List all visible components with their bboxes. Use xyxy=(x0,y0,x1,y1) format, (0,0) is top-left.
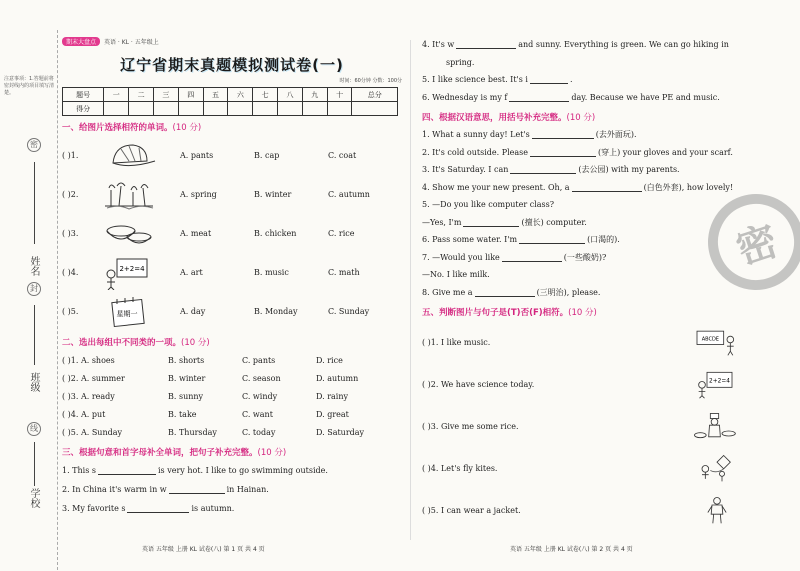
option-b[interactable]: B. winter xyxy=(254,190,292,199)
true-false-sentence[interactable]: ( )2. We have science today. xyxy=(422,379,535,389)
question-picture xyxy=(98,295,160,329)
sentence-start: —Yes, I'm xyxy=(422,217,462,227)
2+2=4-picture xyxy=(692,365,742,403)
true-false-sentence[interactable]: ( )3. Give me some rice. xyxy=(422,421,519,431)
seal-char-1: 密 xyxy=(27,138,41,152)
option-d[interactable]: D. great xyxy=(316,409,349,419)
score-header-row xyxy=(63,88,398,102)
fill-word-row xyxy=(422,89,782,107)
section-2-title: 二、选出每组中不同类的一项。(10 分) xyxy=(62,338,210,348)
question-picture xyxy=(98,217,160,251)
answer-blank[interactable] xyxy=(519,235,585,244)
sentence-start: 1. What a sunny day! Let's xyxy=(422,130,530,140)
sentence-end: is autumn. xyxy=(191,504,235,513)
true-false-picture xyxy=(692,365,742,403)
option-b[interactable]: B. shorts xyxy=(168,355,205,365)
sentence-end: (去外面玩). xyxy=(595,130,637,140)
true-false-picture xyxy=(692,323,742,361)
choice-row xyxy=(62,253,402,292)
sentence-start: 1. This s xyxy=(62,466,96,475)
footer-left: 英语 五年级 上册 KL 试卷(八) 第 1 页 共 4 页 xyxy=(142,546,265,553)
exam-title: 辽宁省期末真题模拟测试卷(一) xyxy=(120,56,344,74)
score-input-cell[interactable] xyxy=(302,102,327,116)
sentence-end: in Hainan. xyxy=(226,485,269,494)
school-label: 学校 xyxy=(28,488,39,508)
score-header-cell: 六 xyxy=(228,88,253,102)
sentence-start: 2. It's cold outside. Please xyxy=(422,147,528,157)
answer-blank[interactable] xyxy=(502,253,562,262)
boy-picture xyxy=(692,491,742,529)
sentence-end: . xyxy=(569,75,573,85)
option-b[interactable]: B. Thursday xyxy=(168,427,217,437)
true-false-sentence[interactable]: ( )1. I like music. xyxy=(422,337,491,347)
score-input-cell[interactable] xyxy=(278,102,303,116)
score-input-cell[interactable] xyxy=(178,102,203,116)
trees-picture xyxy=(98,178,160,212)
true-false-picture xyxy=(692,449,742,487)
fill-word-row xyxy=(422,71,782,89)
translation-row xyxy=(422,144,782,162)
class-label: 班级 xyxy=(28,372,39,392)
option-c[interactable]: C. rice xyxy=(328,229,355,238)
score-input-cell[interactable] xyxy=(153,102,178,116)
option-b[interactable]: B. cap xyxy=(254,151,280,160)
sentence-end: is very hot. I like to go swimming outside. xyxy=(157,466,328,475)
svg-text:2+2=4: 2+2=4 xyxy=(709,378,730,385)
option-c[interactable]: C. want xyxy=(242,409,273,419)
sentence-start: 4. Show me your new present. Oh, a xyxy=(422,182,570,192)
fill-word-row xyxy=(62,499,402,518)
exam-meta: 时间：60分钟 分数：100分 xyxy=(339,78,402,84)
option-b[interactable]: B. Monday xyxy=(254,307,298,316)
answer-blank[interactable] xyxy=(456,40,516,49)
option-c[interactable]: C. pants xyxy=(242,355,276,365)
translation-row xyxy=(422,284,782,302)
option-b[interactable]: B. music xyxy=(254,268,289,277)
ABCDE-picture xyxy=(692,323,742,361)
question-number[interactable]: ( )5. xyxy=(62,307,79,316)
name-label: 姓名 xyxy=(28,256,39,276)
option-d[interactable]: D. rainy xyxy=(316,391,349,401)
score-header-cell: 题号 xyxy=(63,88,104,102)
answer-blank[interactable] xyxy=(463,218,519,227)
true-false-sentence[interactable]: ( )4. Let's fly kites. xyxy=(422,463,498,473)
question-number[interactable]: ( )1. xyxy=(62,151,79,160)
page-divider xyxy=(410,40,411,540)
sentence-end: and sunny. Everything is green. We can go hiking in xyxy=(518,40,729,50)
question-number[interactable]: ( )4. xyxy=(62,268,79,277)
option-b[interactable]: B. sunny xyxy=(168,391,204,401)
option-a[interactable]: ( )4. A. put xyxy=(62,409,106,419)
option-a[interactable]: A. art xyxy=(180,268,203,277)
kite-picture xyxy=(692,449,742,487)
option-a[interactable]: ( )1. A. shoes xyxy=(62,355,115,365)
sentence-start: 4. It's w xyxy=(422,40,455,50)
section-1-title: 一、给图片选择相符的单词。(10 分) xyxy=(62,123,202,133)
option-d[interactable]: D. autumn xyxy=(316,373,359,383)
score-header-cell: 三 xyxy=(153,88,178,102)
section-3-title: 三、根据句意和首字母补全单词，把句子补充完整。(10 分) xyxy=(62,448,287,458)
option-b[interactable]: B. winter xyxy=(168,373,206,383)
sentence-end: day. Because we have PE and music. xyxy=(571,92,720,102)
section-5-items xyxy=(422,321,782,531)
score-header-cell: 总分 xyxy=(352,88,398,102)
section-4-title: 四、根据汉语意思，用括号补充完整。(10 分) xyxy=(422,113,596,123)
subject-info: 英语 · KL · 五年级上 xyxy=(104,38,159,46)
score-header-cell: 一 xyxy=(104,88,129,102)
sentence-start: 6. Pass some water. I'm xyxy=(422,235,518,245)
sentence-start: 3. My favorite s xyxy=(62,504,126,513)
sentence-start: 3. It's Saturday. I can xyxy=(422,165,509,175)
name-line xyxy=(34,162,35,244)
score-header-cell: 九 xyxy=(302,88,327,102)
odd-one-out-row xyxy=(62,423,402,441)
series-badge: 期末大盘点 xyxy=(62,37,100,46)
class-line xyxy=(34,305,35,365)
2+2=4-picture xyxy=(98,256,160,290)
score-input-cell[interactable] xyxy=(203,102,228,116)
translation-row xyxy=(422,126,782,144)
true-false-row xyxy=(422,321,782,363)
sentence-start: —No. I like milk. xyxy=(422,270,490,280)
score-table xyxy=(62,87,398,116)
section-3-right-items xyxy=(422,36,782,106)
seal-char-2: 封 xyxy=(27,282,41,296)
section-3-left-items xyxy=(62,461,402,518)
answer-blank[interactable] xyxy=(572,183,642,192)
sentence-end: (三明治), please. xyxy=(536,287,601,297)
option-c[interactable]: C. season xyxy=(242,373,281,383)
true-false-sentence[interactable]: ( )5. I can wear a jacket. xyxy=(422,505,521,515)
score-input-cell[interactable] xyxy=(104,102,129,116)
true-false-row xyxy=(422,363,782,405)
question-picture xyxy=(98,139,160,173)
answer-blank[interactable] xyxy=(127,504,189,513)
section-2-items xyxy=(62,351,402,441)
footer-right: 英语 五年级 上册 KL 试卷(八) 第 2 页 共 4 页 xyxy=(510,546,633,553)
sentence-end: spring. xyxy=(446,57,475,67)
sentence-start: 8. Give me a xyxy=(422,287,473,297)
sentence-start: 5. —Do you like computer class? xyxy=(422,200,555,210)
score-header-cell: 五 xyxy=(203,88,228,102)
option-a[interactable]: A. meat xyxy=(180,229,212,238)
svg-text:星期一: 星期一 xyxy=(116,309,138,318)
seal-char-3: 线 xyxy=(27,422,41,436)
binding-margin xyxy=(0,30,58,570)
binding-note: 注意事项：1.答题前将密封线内的项目填写清楚。 xyxy=(4,76,55,96)
fill-word-row xyxy=(62,480,402,499)
option-c[interactable]: C. autumn xyxy=(328,190,370,199)
score-header-cell: 二 xyxy=(129,88,154,102)
sentence-start: 6. Wednesday is my f xyxy=(422,92,508,102)
answer-blank[interactable] xyxy=(532,130,594,139)
translation-row xyxy=(422,161,782,179)
odd-one-out-row xyxy=(62,405,402,423)
option-a[interactable]: ( )2. A. summer xyxy=(62,373,125,383)
answer-blank[interactable] xyxy=(530,75,568,84)
left-page xyxy=(62,36,402,518)
score-value-row xyxy=(63,102,398,116)
fill-word-row xyxy=(62,461,402,480)
option-a[interactable]: A. day xyxy=(180,307,206,316)
option-a[interactable]: ( )5. A. Sunday xyxy=(62,427,123,437)
option-c[interactable]: C. today xyxy=(242,427,276,437)
score-header-cell: 十 xyxy=(327,88,352,102)
choice-row xyxy=(62,292,402,331)
answer-blank[interactable] xyxy=(475,288,535,297)
sentence-end: (穿上) your gloves and your scarf. xyxy=(598,147,733,157)
sentence-start: 7. —Would you like xyxy=(422,252,500,262)
fill-word-row xyxy=(422,54,782,72)
option-d[interactable]: D. rice xyxy=(316,355,343,365)
cap-picture xyxy=(98,139,160,173)
answer-blank[interactable] xyxy=(510,165,576,174)
watermark-stamp: 密 xyxy=(696,182,800,303)
sentence-start: 2. In China it's warm in w xyxy=(62,485,167,494)
answer-blank[interactable] xyxy=(509,93,569,102)
sentence-start: 5. I like science best. It's i xyxy=(422,75,528,85)
cook-picture xyxy=(692,407,742,445)
choice-row xyxy=(62,136,402,175)
question-number[interactable]: ( )3. xyxy=(62,229,79,238)
bowls-picture xyxy=(98,217,160,251)
series-bar xyxy=(62,36,402,46)
right-page xyxy=(422,36,782,531)
section-5-title: 五、判断图片与句子是(T)否(F)相符。(10 分) xyxy=(422,308,597,318)
odd-one-out-row xyxy=(62,387,402,405)
translation-row xyxy=(422,179,782,197)
sentence-end: (擅长) computer. xyxy=(521,217,587,227)
svg-text:ABCDE: ABCDE xyxy=(701,336,719,343)
score-header-cell: 七 xyxy=(253,88,278,102)
option-c[interactable]: C. windy xyxy=(242,391,278,401)
svg-text:2+2=4: 2+2=4 xyxy=(119,264,145,273)
answer-blank[interactable] xyxy=(169,485,225,494)
answer-blank[interactable] xyxy=(530,148,596,157)
sentence-end: (口渴的). xyxy=(587,235,620,245)
score-header-cell: 八 xyxy=(278,88,303,102)
score-input-cell[interactable] xyxy=(352,102,398,116)
option-c[interactable]: C. coat xyxy=(328,151,357,160)
section-1-items xyxy=(62,136,402,331)
option-a[interactable]: A. spring xyxy=(180,190,217,199)
option-a[interactable]: A. pants xyxy=(180,151,214,160)
option-b[interactable]: B. take xyxy=(168,409,197,419)
sentence-end: (白色外套), how lovely! xyxy=(643,182,734,192)
true-false-picture xyxy=(692,491,742,529)
odd-one-out-row xyxy=(62,369,402,387)
sentence-end: (一些酸奶)? xyxy=(563,252,607,262)
score-label-cell: 得分 xyxy=(63,102,104,116)
true-false-row xyxy=(422,447,782,489)
school-line xyxy=(34,442,35,486)
true-false-picture xyxy=(692,407,742,445)
choice-row xyxy=(62,214,402,253)
option-c[interactable]: C. Sunday xyxy=(328,307,370,316)
true-false-row xyxy=(422,405,782,447)
score-input-cell[interactable] xyxy=(327,102,352,116)
score-input-cell[interactable] xyxy=(129,102,154,116)
option-d[interactable]: D. Saturday xyxy=(316,427,365,437)
answer-blank[interactable] xyxy=(98,466,156,475)
question-picture xyxy=(98,178,160,212)
score-input-cell[interactable] xyxy=(253,102,278,116)
sentence-end: (去公园) with my parents. xyxy=(578,165,680,175)
fill-word-row xyxy=(422,36,782,54)
true-false-row xyxy=(422,489,782,531)
option-b[interactable]: B. chicken xyxy=(254,229,297,238)
星期一-picture xyxy=(98,295,160,329)
score-input-cell[interactable] xyxy=(228,102,253,116)
odd-one-out-row xyxy=(62,351,402,369)
question-picture xyxy=(98,256,160,290)
question-number[interactable]: ( )2. xyxy=(62,190,79,199)
score-header-cell: 四 xyxy=(178,88,203,102)
option-a[interactable]: ( )3. A. ready xyxy=(62,391,115,401)
choice-row xyxy=(62,175,402,214)
option-c[interactable]: C. math xyxy=(328,268,360,277)
